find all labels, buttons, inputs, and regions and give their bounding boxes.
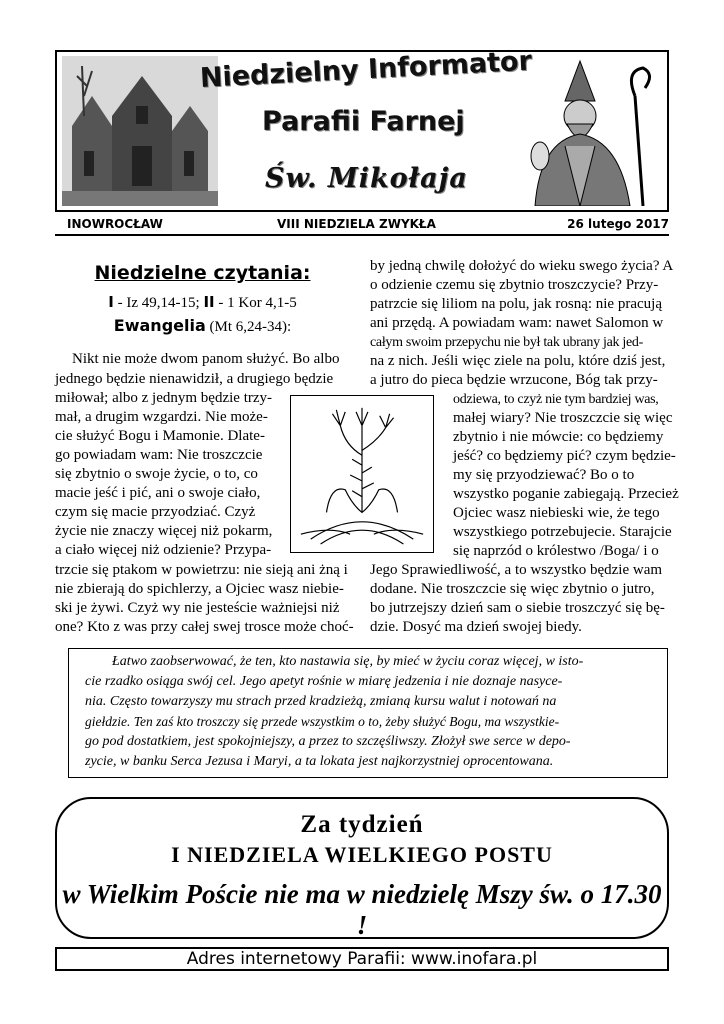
gospel-line: bo jutrzejszy dzień sam o siebie troszczyć się bę- bbox=[370, 600, 665, 616]
reflection-line: zycie, w banku Serca Jezusa i Maryi, a ta lokata jest najkorzystniej oprocentowana. bbox=[85, 754, 554, 769]
announcement-notice: w Wielkim Poście nie ma w niedzielę Mszy św. o 17.30 ! bbox=[62, 879, 662, 940]
readings-references bbox=[55, 293, 350, 312]
gospel-line: my się przyodziewać? Bo o to bbox=[453, 467, 635, 483]
announcement-subheading: I NIEDZIELA WIELKIEGO POSTU bbox=[171, 842, 553, 867]
issue-info-bar bbox=[55, 214, 669, 236]
gospel-line: cie służyć Bogu i Mamonie. Dlate- bbox=[55, 428, 265, 444]
reflection-line: giełdzie. Ten zaś kto troszczy się przede wszystkim o to, żeby służyć Bogu, ma wszystkie- bbox=[85, 714, 560, 729]
gospel-line: zbytnio i nie mówcie: co będziemy bbox=[453, 429, 664, 445]
gospel-line: życie nie znaczy więcej niż pokarm, bbox=[55, 523, 273, 539]
reflection-line: nia. Często towarzyszy mu strach przed kradzieżą, zmianą kursu walut i notowań na bbox=[85, 694, 557, 709]
gospel-line: Ojciec wasz niebieski wie, że tego bbox=[453, 505, 660, 521]
masthead-title-line1: Niedzielny Informator bbox=[199, 45, 533, 94]
gospel-line: ski je żywi. Czyż wy nie jesteście ważniejsi niż bbox=[55, 600, 340, 616]
lily-hands-illustration bbox=[290, 395, 434, 553]
gospel-line: wszystkiego potrzebujecie. Starajcie bbox=[453, 524, 672, 540]
gospel-line: nie zbierają do spichlerzy, a Ojciec wasz niebie- bbox=[55, 581, 344, 597]
gospel-line: odziewa, to czyż nie tym bardziej was, bbox=[453, 392, 659, 407]
masthead-title-line3: Św. Mikołaja bbox=[265, 163, 468, 194]
gospel-line: całym swoim przepychu nie był tak ubrany jak jed- bbox=[370, 335, 643, 350]
gospel-line: by jedną chwilę dołożyć do wieku swego życia? A bbox=[370, 258, 674, 274]
first-reading-marker: I bbox=[108, 293, 114, 311]
gospel-line: ani przędą. A powiadam wam: nawet Salomon w bbox=[370, 315, 664, 331]
gospel-ref: (Mt 6,24-34): bbox=[205, 319, 292, 335]
gospel-line: się naprzód o królestwo /Boga/ i o bbox=[453, 543, 659, 559]
gospel-line: jeść? co będziemy pić? czym będzie- bbox=[453, 448, 676, 464]
first-reading-ref: - Iz 49,14-15; bbox=[113, 295, 204, 311]
gospel-line: czym się macie przyodziać. Czyż bbox=[55, 504, 256, 520]
reflection-line: cie rzadko osiąga swój cel. Jego apetyt rośnie w miarę jedzenia i nie doznaje nasyce- bbox=[85, 674, 563, 689]
date-label: 26 lutego 2017 bbox=[567, 217, 669, 231]
gospel-line: patrzcie się liliom na polu, jak rosną: nie pracują bbox=[370, 296, 662, 312]
city-label: INOWROCŁAW bbox=[67, 217, 163, 231]
gospel-line: trzcie się ptakom w powietrzu: nie sieją ani żną i bbox=[55, 562, 348, 578]
gospel-line: wszystko poganie zabiegają. Przecież bbox=[453, 486, 679, 502]
gospel-line: jednego będzie nienawidził, a drugiego będzie bbox=[55, 371, 334, 387]
announcement-heading: Za tydzień bbox=[300, 811, 424, 838]
second-reading-marker: II bbox=[203, 293, 215, 311]
sunday-label: VIII NIEDZIELA ZWYKŁA bbox=[277, 217, 436, 231]
gospel-line: o odzienie czemu się zbytnio troszczycie? Przy- bbox=[370, 277, 659, 293]
reflection-line: go pod dostatkiem, jest spokojniejszy, a przez to szczęśliwszy. Złożył swe serce w depo- bbox=[85, 734, 571, 749]
website-footer: Adres internetowy Parafii: www.inofara.pl bbox=[55, 947, 669, 971]
gospel-line: a jutro do pieca będzie wrzucone, Bóg tak przy- bbox=[370, 372, 658, 388]
gospel-line: się zbytnio o swoje życie, o to, co bbox=[55, 466, 258, 482]
gospel-line: dzie. Dosyć ma dzień swojej biedy. bbox=[370, 619, 582, 635]
church-image bbox=[62, 56, 218, 206]
gospel-line: go powiadam wam: Nie troszczcie bbox=[55, 447, 263, 463]
gospel-line: miłował; albo z jednym będzie trzy- bbox=[55, 390, 273, 406]
gospel-line: Jego Sprawiedliwość, a to wszystko będzie wam bbox=[370, 562, 663, 578]
readings-heading: Niedzielne czytania: bbox=[94, 262, 311, 284]
reflection-line: Łatwo zaobserwować, że ten, kto nastawia się, by mieć w życiu coraz więcej, w isto- bbox=[112, 654, 584, 669]
gospel-line: one? Kto z was przy całej swej trosce może choć- bbox=[55, 619, 354, 635]
masthead-title-line2: Parafii Farnej bbox=[262, 106, 465, 137]
gospel-line: Nikt nie może dwom panom służyć. Bo albo bbox=[72, 351, 340, 367]
saint-nicholas-image bbox=[505, 56, 665, 206]
gospel-line: macie jeść i pić, ani o swoje ciało, bbox=[55, 485, 261, 501]
gospel-reference bbox=[55, 316, 350, 336]
gospel-line: mał, a drugim wzgardzi. Nie może- bbox=[55, 409, 268, 425]
gospel-label: Ewangelia bbox=[113, 316, 206, 335]
gospel-line: dodane. Nie troszczcie się więc zbytnio o jutro, bbox=[370, 581, 655, 597]
gospel-line: małej wiary? Nie troszczcie się więc bbox=[453, 410, 673, 426]
second-reading-ref: - 1 Kor 4,1-5 bbox=[214, 295, 297, 311]
gospel-line: na z nich. Jeśli więc ziele na polu, które dziś jest, bbox=[370, 353, 666, 369]
gospel-line: a ciało więcej niż odzienie? Przypa- bbox=[55, 542, 272, 558]
